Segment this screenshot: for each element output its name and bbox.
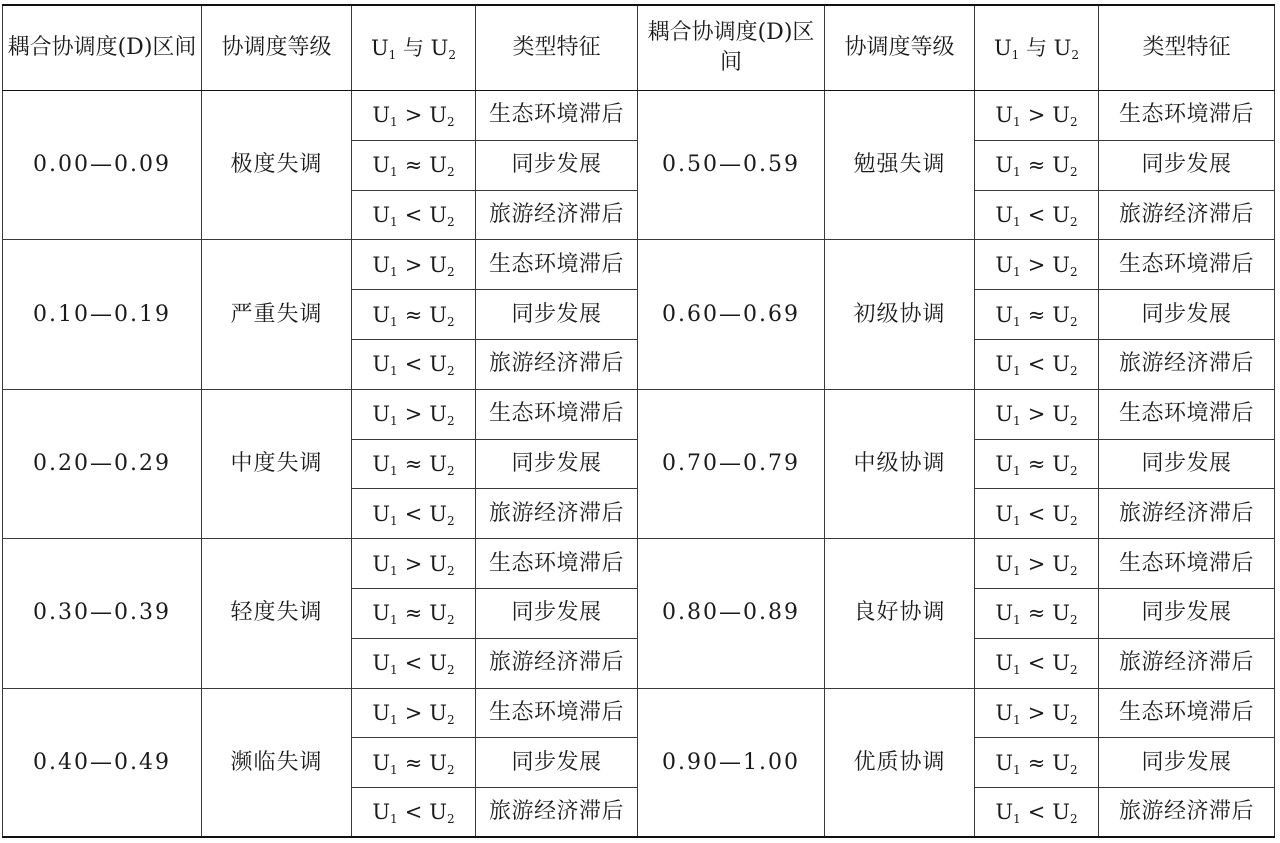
left-relation-cell [352, 140, 476, 190]
right-type-cell: 同步发展 [1099, 738, 1275, 788]
relation-operator: ≈ [1027, 750, 1046, 775]
relation-operator: ≈ [404, 451, 423, 476]
left-relation-cell [352, 240, 476, 290]
relation-u1-subscript: 1 [390, 513, 398, 528]
relation-u1-symbol: U [372, 501, 391, 526]
interval-cell: 0.40—0.49 [3, 688, 202, 837]
relation-u2-symbol: U [1052, 750, 1070, 775]
header-grade-2: 协调度等级 [825, 5, 975, 91]
right-relation-cell [975, 190, 1099, 240]
relation-u2-symbol: U [1052, 153, 1070, 178]
relation-operator: > [1027, 551, 1046, 576]
relation-u2-subscript: 2 [447, 812, 455, 827]
right-type-cell: 生态环境滞后 [1099, 688, 1275, 738]
relation-u1-symbol: U [995, 302, 1014, 327]
right-type-cell: 生态环境滞后 [1099, 91, 1275, 141]
header-relation-2-sub1: 1 [1011, 48, 1020, 62]
relation-u2-subscript: 2 [1070, 563, 1078, 578]
left-type-cell: 生态环境滞后 [476, 389, 638, 439]
relation-u1-symbol: U [995, 551, 1014, 576]
left-type-cell: 旅游经济滞后 [476, 190, 638, 240]
relation-u1-subscript: 1 [1013, 812, 1021, 827]
relation-u1-symbol: U [995, 153, 1014, 178]
relation-operator: < [1027, 651, 1046, 676]
relation-operator: < [1027, 800, 1046, 825]
relation-u1-subscript: 1 [1013, 214, 1021, 229]
right-relation-cell [975, 140, 1099, 190]
relation-u2-symbol: U [429, 551, 447, 576]
relation-u1-subscript: 1 [390, 712, 398, 727]
relation-u1-subscript: 1 [1013, 563, 1021, 578]
relation-u2-subscript: 2 [1070, 314, 1078, 329]
relation-u2-subscript: 2 [447, 563, 455, 578]
relation-u2-symbol: U [1052, 302, 1070, 327]
right-relation-cell [975, 638, 1099, 688]
relation-operator: < [1027, 501, 1046, 526]
relation-operator: < [404, 800, 423, 825]
right-relation-cell [975, 588, 1099, 638]
interval-cell: 0.10—0.19 [3, 240, 202, 389]
left-relation-cell [352, 638, 476, 688]
relation-u2-symbol: U [1052, 202, 1070, 227]
relation-u1-symbol: U [995, 252, 1014, 277]
relation-u2-subscript: 2 [1070, 812, 1078, 827]
right-type-cell: 旅游经济滞后 [1099, 339, 1275, 389]
relation-operator: > [1027, 402, 1046, 427]
relation-u2-subscript: 2 [1070, 414, 1078, 429]
relation-operator: > [404, 252, 423, 277]
relation-operator: < [1027, 352, 1046, 377]
right-type-cell: 同步发展 [1099, 439, 1275, 489]
relation-u2-subscript: 2 [447, 712, 455, 727]
table-row [3, 539, 1275, 589]
relation-u1-subscript: 1 [390, 563, 398, 578]
left-type-cell: 生态环境滞后 [476, 539, 638, 589]
relation-u2-subscript: 2 [447, 613, 455, 628]
right-relation-cell [975, 439, 1099, 489]
relation-u1-symbol: U [995, 202, 1014, 227]
right-type-cell: 同步发展 [1099, 290, 1275, 340]
relation-u1-symbol: U [372, 103, 391, 128]
interval-cell: 0.00—0.09 [3, 91, 202, 240]
relation-u1-symbol: U [372, 252, 391, 277]
left-relation-cell [352, 389, 476, 439]
relation-u2-subscript: 2 [1070, 115, 1078, 130]
left-type-cell: 同步发展 [476, 439, 638, 489]
relation-u1-symbol: U [995, 700, 1014, 725]
grade-cell: 濒临失调 [202, 688, 352, 837]
relation-u1-symbol: U [995, 501, 1014, 526]
header-type-2: 类型特征 [1099, 5, 1275, 91]
relation-operator: ≈ [404, 302, 423, 327]
header-interval-2: 耦合协调度(D)区间 [638, 5, 825, 91]
relation-u1-subscript: 1 [1013, 314, 1021, 329]
relation-u2-symbol: U [429, 651, 447, 676]
relation-u1-symbol: U [372, 402, 391, 427]
right-type-cell: 同步发展 [1099, 140, 1275, 190]
right-type-cell: 旅游经济滞后 [1099, 788, 1275, 838]
relation-u1-subscript: 1 [390, 165, 398, 180]
relation-u1-subscript: 1 [390, 115, 398, 130]
left-relation-cell [352, 588, 476, 638]
grade-cell: 中级协调 [825, 389, 975, 538]
relation-u2-subscript: 2 [447, 364, 455, 379]
relation-u2-symbol: U [1052, 352, 1070, 377]
relation-operator: ≈ [404, 153, 423, 178]
relation-u2-symbol: U [429, 800, 447, 825]
relation-u2-subscript: 2 [447, 414, 455, 429]
left-relation-cell [352, 339, 476, 389]
relation-u2-subscript: 2 [447, 165, 455, 180]
relation-u1-subscript: 1 [390, 812, 398, 827]
right-relation-cell [975, 91, 1099, 141]
relation-u2-symbol: U [1052, 601, 1070, 626]
right-relation-cell [975, 489, 1099, 539]
interval-cell: 0.90—1.00 [638, 688, 825, 837]
relation-u2-symbol: U [429, 402, 447, 427]
relation-u2-symbol: U [429, 700, 447, 725]
relation-u2-subscript: 2 [1070, 264, 1078, 279]
header-relation-2-u2: U [1053, 36, 1072, 60]
relation-u1-symbol: U [372, 352, 391, 377]
relation-u1-subscript: 1 [390, 364, 398, 379]
relation-u2-subscript: 2 [1070, 613, 1078, 628]
right-relation-cell [975, 539, 1099, 589]
relation-u2-symbol: U [1052, 700, 1070, 725]
right-type-cell: 生态环境滞后 [1099, 240, 1275, 290]
left-relation-cell [352, 290, 476, 340]
relation-operator: < [1027, 202, 1046, 227]
header-type: 类型特征 [476, 5, 638, 91]
relation-u2-symbol: U [429, 103, 447, 128]
relation-operator: ≈ [1027, 302, 1046, 327]
table-row [3, 240, 1275, 290]
right-relation-cell [975, 738, 1099, 788]
relation-u2-symbol: U [429, 501, 447, 526]
left-relation-cell [352, 489, 476, 539]
relation-u1-subscript: 1 [1013, 414, 1021, 429]
interval-cell: 0.70—0.79 [638, 389, 825, 538]
relation-u1-symbol: U [372, 651, 391, 676]
relation-u2-symbol: U [429, 352, 447, 377]
relation-u2-subscript: 2 [1070, 364, 1078, 379]
relation-u1-subscript: 1 [390, 663, 398, 678]
right-type-cell: 同步发展 [1099, 588, 1275, 638]
table-row [3, 688, 1275, 738]
relation-u1-symbol: U [372, 153, 391, 178]
table-row [3, 91, 1275, 141]
relation-u1-subscript: 1 [1013, 712, 1021, 727]
relation-u1-subscript: 1 [390, 414, 398, 429]
relation-u2-subscript: 2 [447, 115, 455, 130]
relation-u1-symbol: U [995, 651, 1014, 676]
header-relation [352, 5, 476, 91]
relation-u1-subscript: 1 [1013, 115, 1021, 130]
left-type-cell: 同步发展 [476, 738, 638, 788]
relation-u2-symbol: U [1052, 501, 1070, 526]
header-relation-mid: 与 [396, 36, 431, 60]
right-type-cell: 生态环境滞后 [1099, 389, 1275, 439]
right-relation-cell [975, 788, 1099, 838]
coupling-coordination-table [2, 4, 1275, 838]
relation-u1-symbol: U [995, 402, 1014, 427]
relation-u2-subscript: 2 [447, 762, 455, 777]
relation-operator: < [404, 202, 423, 227]
header-relation-2-u1: U [993, 36, 1012, 60]
relation-operator: < [404, 352, 423, 377]
relation-operator: < [404, 501, 423, 526]
grade-cell: 勉强失调 [825, 91, 975, 240]
header-relation-sub2: 2 [448, 48, 457, 62]
relation-u1-subscript: 1 [390, 762, 398, 777]
left-relation-cell [352, 738, 476, 788]
relation-u2-subscript: 2 [447, 663, 455, 678]
right-type-cell: 旅游经济滞后 [1099, 489, 1275, 539]
relation-u2-symbol: U [429, 153, 447, 178]
interval-cell: 0.50—0.59 [638, 91, 825, 240]
relation-u1-subscript: 1 [390, 314, 398, 329]
grade-cell: 初级协调 [825, 240, 975, 389]
relation-u1-subscript: 1 [390, 613, 398, 628]
relation-u2-subscript: 2 [447, 314, 455, 329]
relation-u1-symbol: U [372, 750, 391, 775]
relation-operator: > [404, 551, 423, 576]
relation-u2-symbol: U [429, 750, 447, 775]
relation-operator: ≈ [1027, 153, 1046, 178]
relation-u1-subscript: 1 [1013, 762, 1021, 777]
left-type-cell: 同步发展 [476, 290, 638, 340]
header-relation-2 [975, 5, 1099, 91]
relation-operator: > [404, 103, 423, 128]
left-relation-cell [352, 439, 476, 489]
relation-u2-subscript: 2 [1070, 463, 1078, 478]
relation-u1-symbol: U [372, 202, 391, 227]
relation-u1-symbol: U [995, 601, 1014, 626]
relation-u2-symbol: U [1052, 451, 1070, 476]
relation-u1-subscript: 1 [390, 214, 398, 229]
relation-u1-symbol: U [372, 302, 391, 327]
relation-operator: ≈ [404, 750, 423, 775]
coupling-coordination-table-container [2, 4, 1274, 838]
grade-cell: 轻度失调 [202, 539, 352, 688]
relation-u2-subscript: 2 [447, 463, 455, 478]
left-relation-cell [352, 91, 476, 141]
relation-u2-subscript: 2 [1070, 214, 1078, 229]
relation-u1-subscript: 1 [390, 463, 398, 478]
relation-u2-symbol: U [1052, 402, 1070, 427]
right-relation-cell [975, 290, 1099, 340]
relation-u2-symbol: U [1052, 651, 1070, 676]
relation-u1-subscript: 1 [1013, 613, 1021, 628]
grade-cell: 优质协调 [825, 688, 975, 837]
relation-u1-symbol: U [995, 103, 1014, 128]
relation-u2-subscript: 2 [447, 513, 455, 528]
interval-cell: 0.30—0.39 [3, 539, 202, 688]
left-relation-cell [352, 788, 476, 838]
relation-u1-subscript: 1 [390, 264, 398, 279]
relation-u2-subscript: 2 [1070, 513, 1078, 528]
right-relation-cell [975, 688, 1099, 738]
relation-operator: > [1027, 103, 1046, 128]
right-relation-cell [975, 339, 1099, 389]
relation-u2-symbol: U [1052, 551, 1070, 576]
left-type-cell: 同步发展 [476, 140, 638, 190]
header-relation-u1: U [370, 36, 389, 60]
table-row [3, 389, 1275, 439]
table-body [3, 91, 1275, 838]
header-interval: 耦合协调度(D)区间 [3, 5, 202, 91]
header-relation-2-mid: 与 [1019, 36, 1054, 60]
relation-u1-subscript: 1 [1013, 364, 1021, 379]
interval-cell: 0.20—0.29 [3, 389, 202, 538]
relation-u2-symbol: U [429, 252, 447, 277]
right-type-cell: 旅游经济滞后 [1099, 638, 1275, 688]
grade-cell: 良好协调 [825, 539, 975, 688]
left-type-cell: 生态环境滞后 [476, 240, 638, 290]
relation-operator: ≈ [1027, 451, 1046, 476]
relation-u1-subscript: 1 [1013, 513, 1021, 528]
relation-u1-subscript: 1 [1013, 463, 1021, 478]
right-type-cell: 旅游经济滞后 [1099, 190, 1275, 240]
relation-u2-subscript: 2 [447, 214, 455, 229]
relation-u2-symbol: U [1052, 800, 1070, 825]
relation-operator: > [404, 402, 423, 427]
relation-u1-symbol: U [372, 551, 391, 576]
header-relation-sub1: 1 [388, 48, 397, 62]
relation-u1-symbol: U [995, 750, 1014, 775]
relation-operator: ≈ [404, 601, 423, 626]
relation-u2-symbol: U [1052, 252, 1070, 277]
grade-cell: 中度失调 [202, 389, 352, 538]
relation-u2-subscript: 2 [447, 264, 455, 279]
grade-cell: 严重失调 [202, 240, 352, 389]
relation-u1-symbol: U [372, 451, 391, 476]
relation-u1-symbol: U [995, 352, 1014, 377]
right-type-cell: 生态环境滞后 [1099, 539, 1275, 589]
right-relation-cell [975, 389, 1099, 439]
relation-u1-subscript: 1 [1013, 264, 1021, 279]
relation-u1-symbol: U [372, 700, 391, 725]
left-relation-cell [352, 539, 476, 589]
left-type-cell: 同步发展 [476, 588, 638, 638]
left-type-cell: 旅游经济滞后 [476, 339, 638, 389]
relation-u2-symbol: U [429, 601, 447, 626]
interval-cell: 0.80—0.89 [638, 539, 825, 688]
relation-u1-subscript: 1 [1013, 165, 1021, 180]
right-relation-cell [975, 240, 1099, 290]
header-grade: 协调度等级 [202, 5, 352, 91]
relation-u1-symbol: U [995, 451, 1014, 476]
left-type-cell: 旅游经济滞后 [476, 788, 638, 838]
header-relation-2-sub2: 2 [1071, 48, 1080, 62]
relation-u1-symbol: U [372, 800, 391, 825]
relation-operator: ≈ [1027, 601, 1046, 626]
relation-u2-subscript: 2 [1070, 762, 1078, 777]
left-type-cell: 生态环境滞后 [476, 91, 638, 141]
relation-operator: < [404, 651, 423, 676]
left-type-cell: 生态环境滞后 [476, 688, 638, 738]
relation-u1-symbol: U [372, 601, 391, 626]
relation-operator: > [404, 700, 423, 725]
left-type-cell: 旅游经济滞后 [476, 489, 638, 539]
relation-u2-symbol: U [429, 202, 447, 227]
left-relation-cell [352, 190, 476, 240]
left-relation-cell [352, 688, 476, 738]
relation-u1-subscript: 1 [1013, 663, 1021, 678]
left-type-cell: 旅游经济滞后 [476, 638, 638, 688]
relation-u2-symbol: U [1052, 103, 1070, 128]
relation-operator: > [1027, 700, 1046, 725]
relation-u2-symbol: U [429, 302, 447, 327]
relation-u2-symbol: U [429, 451, 447, 476]
relation-u2-subscript: 2 [1070, 663, 1078, 678]
interval-cell: 0.60—0.69 [638, 240, 825, 389]
header-relation-u2: U [430, 36, 449, 60]
relation-u2-subscript: 2 [1070, 165, 1078, 180]
relation-u2-subscript: 2 [1070, 712, 1078, 727]
relation-u1-symbol: U [995, 800, 1014, 825]
grade-cell: 极度失调 [202, 91, 352, 240]
table-header-row [3, 5, 1275, 91]
relation-operator: > [1027, 252, 1046, 277]
